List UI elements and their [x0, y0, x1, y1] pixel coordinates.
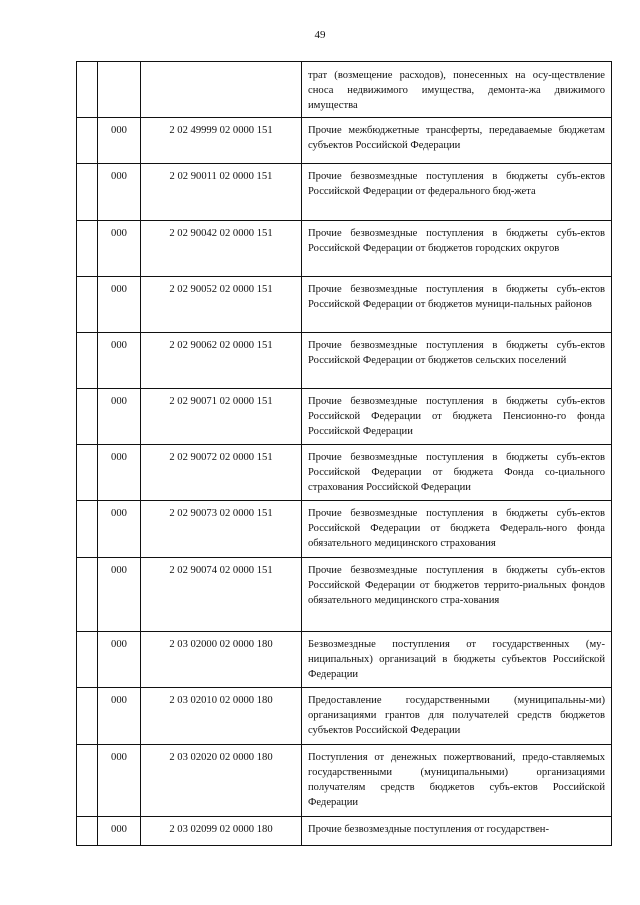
admin-code-cell: 000	[98, 632, 141, 688]
classification-code-cell: 2 02 90042 02 0000 151	[141, 221, 302, 277]
classification-code-cell: 2 02 90052 02 0000 151	[141, 277, 302, 333]
admin-code-cell: 000	[98, 118, 141, 164]
table-row	[77, 389, 612, 445]
table-body	[77, 62, 612, 846]
income-name-cell: Прочие безвозмездные поступления в бюджеты субъ-ектов Российской Федерации от бюджета Пенсионно-го фонда Российской Федерации	[302, 389, 612, 445]
table-row	[77, 501, 612, 558]
table-row	[77, 164, 612, 221]
classification-code-cell: 2 03 02020 02 0000 180	[141, 745, 302, 817]
income-name-cell: Прочие безвозмездные поступления в бюджеты субъ-ектов Российской Федерации от бюджетов террито-риальных фондов обязательного медицинского стра-хования	[302, 558, 612, 632]
table-row	[77, 745, 612, 817]
admin-code-cell: 000	[98, 558, 141, 632]
table-row	[77, 688, 612, 745]
admin-code-cell: 000	[98, 389, 141, 445]
row-blank-cell	[77, 277, 98, 333]
table-row	[77, 277, 612, 333]
row-blank-cell	[77, 501, 98, 558]
table-row	[77, 333, 612, 389]
admin-code-cell: 000	[98, 745, 141, 817]
income-name-cell: трат (возмещение расходов), понесенных на осу-ществление сноса недвижимого имущества, демонта-жа движимого имущества	[302, 62, 612, 118]
table-row	[77, 118, 612, 164]
income-name-cell: Прочие межбюджетные трансферты, передаваемые бюджетам субъектов Российской Федерации	[302, 118, 612, 164]
income-name-cell: Прочие безвозмездные поступления в бюджеты субъ-ектов Российской Федерации от федерального бюд-жета	[302, 164, 612, 221]
row-blank-cell	[77, 164, 98, 221]
admin-code-cell: 000	[98, 164, 141, 221]
classification-code-cell: 2 02 90062 02 0000 151	[141, 333, 302, 389]
classification-code-cell: 2 03 02000 02 0000 180	[141, 632, 302, 688]
admin-code-cell: 000	[98, 817, 141, 846]
classification-code-cell	[141, 62, 302, 118]
classification-code-cell: 2 02 90073 02 0000 151	[141, 501, 302, 558]
income-name-cell: Прочие безвозмездные поступления в бюджеты субъ-ектов Российской Федерации от бюджетов муници-пальных районов	[302, 277, 612, 333]
row-blank-cell	[77, 62, 98, 118]
classification-code-cell: 2 03 02010 02 0000 180	[141, 688, 302, 745]
admin-code-cell	[98, 62, 141, 118]
income-name-cell: Прочие безвозмездные поступления от государствен-	[302, 817, 612, 846]
row-blank-cell	[77, 745, 98, 817]
income-name-cell: Прочие безвозмездные поступления в бюджеты субъ-ектов Российской Федерации от бюджета Фонда со-циального страхования Российской Федерации	[302, 445, 612, 501]
table-row	[77, 221, 612, 277]
income-name-cell: Прочие безвозмездные поступления в бюджеты субъ-ектов Российской Федерации от бюджетов сельских поселений	[302, 333, 612, 389]
classification-code-cell: 2 02 90072 02 0000 151	[141, 445, 302, 501]
income-name-cell: Прочие безвозмездные поступления в бюджеты субъ-ектов Российской Федерации от бюджета Федераль-ного фонда обязательного медицинского страхования	[302, 501, 612, 558]
table-row	[77, 558, 612, 632]
classification-code-cell: 2 02 90011 02 0000 151	[141, 164, 302, 221]
classification-code-cell: 2 02 90074 02 0000 151	[141, 558, 302, 632]
budget-classification-table	[76, 61, 612, 846]
admin-code-cell: 000	[98, 221, 141, 277]
classification-code-cell: 2 02 49999 02 0000 151	[141, 118, 302, 164]
row-blank-cell	[77, 221, 98, 277]
row-blank-cell	[77, 688, 98, 745]
row-blank-cell	[77, 817, 98, 846]
table-row	[77, 445, 612, 501]
admin-code-cell: 000	[98, 445, 141, 501]
table-row	[77, 632, 612, 688]
admin-code-cell: 000	[98, 277, 141, 333]
classification-code-cell: 2 03 02099 02 0000 180	[141, 817, 302, 846]
income-name-cell: Безвозмездные поступления от государственных (му-ниципальных) организаций в бюджеты субъектов Российской Федерации	[302, 632, 612, 688]
row-blank-cell	[77, 558, 98, 632]
income-name-cell: Прочие безвозмездные поступления в бюджеты субъ-ектов Российской Федерации от бюджетов городских округов	[302, 221, 612, 277]
admin-code-cell: 000	[98, 688, 141, 745]
page-number: 49	[314, 29, 326, 41]
income-name-cell: Поступления от денежных пожертвований, предо-ставляемых государственными (муниципальными) организациями получателям средств бюджетов субъ-ектов Российской Федерации	[302, 745, 612, 817]
row-blank-cell	[77, 389, 98, 445]
row-blank-cell	[77, 445, 98, 501]
table-row	[77, 62, 612, 118]
admin-code-cell: 000	[98, 333, 141, 389]
row-blank-cell	[77, 632, 98, 688]
row-blank-cell	[77, 333, 98, 389]
admin-code-cell: 000	[98, 501, 141, 558]
classification-code-cell: 2 02 90071 02 0000 151	[141, 389, 302, 445]
row-blank-cell	[77, 118, 98, 164]
table-row	[77, 817, 612, 846]
income-name-cell: Предоставление государственными (муниципальны-ми) организациями грантов для получателей средств бюджетов субъектов Российской Федерации	[302, 688, 612, 745]
